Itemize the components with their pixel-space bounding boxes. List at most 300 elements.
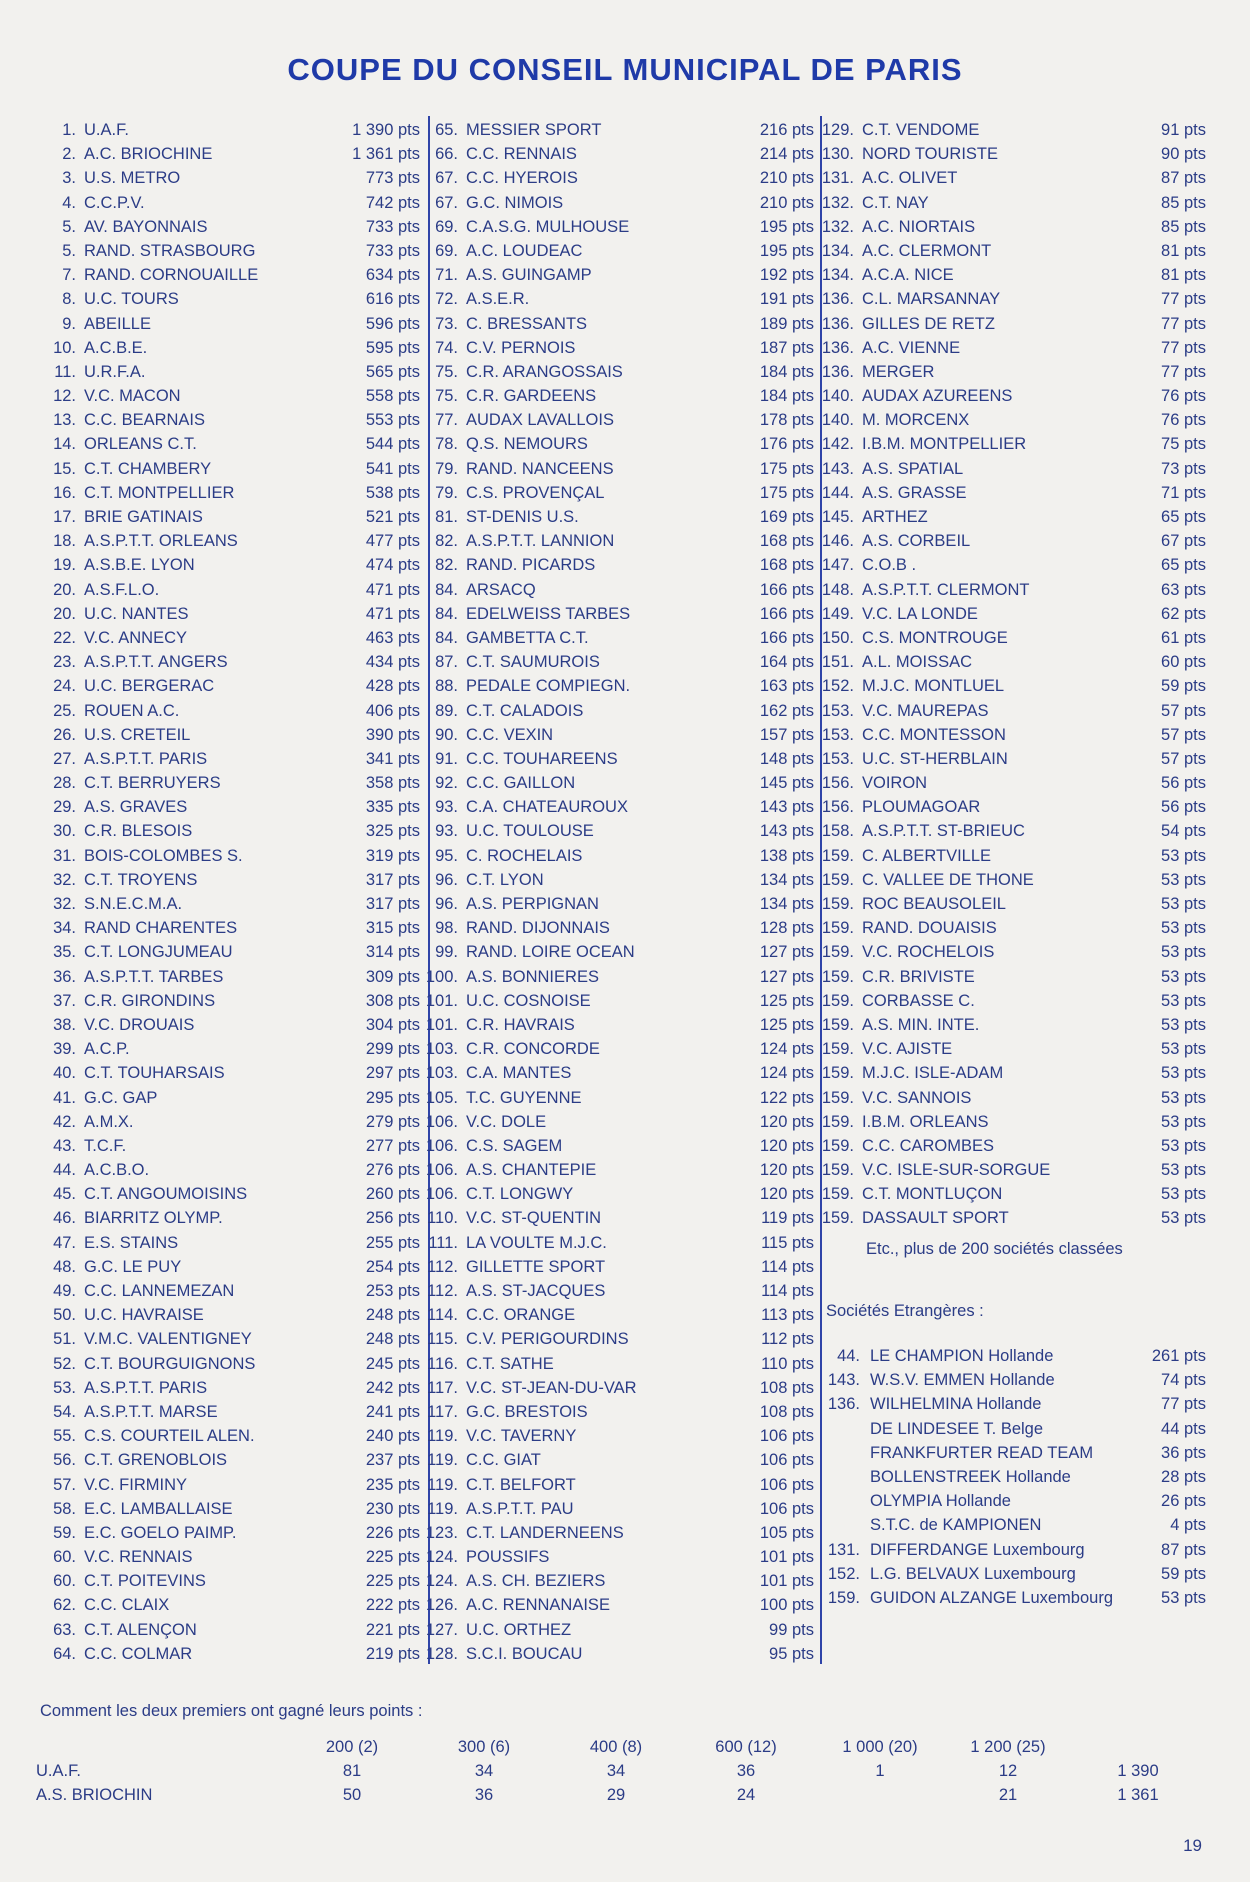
club-name: C.T. MONTLUÇON: [862, 1185, 1003, 1204]
rank: 84.: [435, 580, 458, 599]
club-name: C.A.S.G. MULHOUSE: [466, 217, 630, 236]
points: 295 pts: [365, 1088, 420, 1107]
ranking-row: [418, 1206, 814, 1230]
club-name: S.N.E.C.M.A.: [84, 895, 183, 913]
points: 565 pts: [365, 362, 420, 381]
points: 477 pts: [365, 532, 420, 551]
rank: 34.: [53, 919, 76, 938]
ranking-row: [36, 1061, 420, 1085]
rank: 30.: [53, 822, 76, 841]
club-name: G.C. GAP: [84, 1088, 158, 1107]
points: 128 pts: [759, 919, 814, 938]
rank: 78.: [435, 435, 458, 454]
club-name: G.C. BRESTOIS: [466, 1402, 588, 1421]
rank: 9.: [62, 314, 76, 333]
ranking-row: [36, 1182, 420, 1206]
club-name: U.C. ORTHEZ: [466, 1620, 572, 1639]
rank: 111.: [428, 1233, 458, 1252]
rank: 18.: [53, 532, 76, 551]
ranking-row: [814, 795, 1206, 819]
ranking-row: [36, 1303, 420, 1327]
rank: 17.: [53, 508, 76, 526]
rank: 84.: [435, 628, 458, 647]
points: 166 pts: [759, 604, 814, 623]
ranking-row: [814, 1182, 1206, 1206]
club-name: C.T. BELFORT: [466, 1475, 576, 1494]
points: 235 pts: [365, 1475, 420, 1494]
foreign-row: [826, 1417, 1206, 1441]
rank: 29.: [53, 798, 76, 817]
club-name: C.C. CLAIX: [84, 1596, 170, 1615]
rank: 159.: [821, 846, 854, 865]
ranking-row: [814, 940, 1206, 964]
rank: 152.: [821, 677, 854, 696]
ranking-row: [814, 166, 1206, 190]
rank: 82.: [435, 532, 458, 551]
points: 1 361 pts: [352, 145, 420, 164]
club-name: A.C. RENNANAISE: [466, 1596, 610, 1615]
rank: 75.: [435, 387, 458, 406]
club-name: V.C. MACON: [84, 387, 181, 406]
rank: 146.: [821, 532, 854, 551]
ranking-row: [814, 819, 1206, 843]
points: 59 pts: [1161, 677, 1206, 696]
ranking-row: [814, 263, 1206, 287]
ranking-row: [814, 312, 1206, 336]
club-name: C.T. GRENOBLOIS: [84, 1451, 228, 1470]
points: 191 pts: [759, 290, 814, 309]
rank: 159.: [827, 1588, 860, 1607]
points: 91 pts: [1161, 121, 1206, 139]
breakdown-value: 24: [736, 1786, 756, 1804]
foreign-row: [826, 1344, 1206, 1368]
club-name: C.C. LANNEMEZAN: [84, 1282, 235, 1300]
club-name: NORD TOURISTE: [862, 145, 998, 164]
rank: 98.: [435, 919, 458, 938]
club-name: C.T. LONGJUMEAU: [84, 943, 233, 962]
rank: 128.: [425, 1644, 458, 1663]
ranking-row: [36, 1279, 420, 1303]
points: 230 pts: [365, 1499, 420, 1518]
ranking-row: [36, 553, 420, 577]
ranking-column-3: [814, 118, 1206, 1231]
ranking-row: [36, 166, 420, 190]
ranking-row: [36, 529, 420, 553]
rank: 58.: [53, 1499, 76, 1518]
ranking-row: [418, 1061, 814, 1085]
club-name: I.B.M. ORLEANS: [862, 1112, 989, 1131]
rank: 159.: [821, 1161, 854, 1180]
club-name: E.C. LAMBALLAISE: [84, 1499, 233, 1518]
breakdown-value: 50: [342, 1786, 362, 1804]
club-name: MESSIER SPORT: [466, 121, 602, 139]
rank: 152.: [827, 1564, 860, 1583]
points: 87 pts: [1161, 169, 1206, 188]
ranking-row: [418, 1134, 814, 1158]
points: 106 pts: [759, 1451, 814, 1470]
club-name: C.S. SAGEM: [466, 1136, 563, 1155]
rank: 136.: [827, 1395, 860, 1414]
points: 143 pts: [759, 798, 814, 817]
rank: 44.: [53, 1161, 76, 1180]
club-name: BOLLENSTREEK Hollande: [870, 1467, 1071, 1486]
points: 63 pts: [1161, 580, 1206, 599]
ranking-row: [36, 457, 420, 481]
ranking-row: [418, 360, 814, 384]
ranking-row: [814, 868, 1206, 892]
rank: 132.: [821, 217, 854, 236]
ranking-row: [814, 602, 1206, 626]
rank: 159.: [821, 1112, 854, 1131]
rank: 45.: [53, 1185, 76, 1204]
rank: 32.: [53, 870, 76, 889]
ranking-row: [418, 287, 814, 311]
foreign-row: [826, 1513, 1206, 1537]
rank: 159.: [821, 991, 854, 1010]
rank: 40.: [53, 1064, 76, 1083]
club-name: BRIE GATINAIS: [84, 508, 203, 526]
points: 53 pts: [1161, 846, 1206, 865]
ranking-row: [814, 191, 1206, 215]
rank: 49.: [53, 1282, 76, 1300]
ranking-row: [814, 771, 1206, 795]
club-name: C.R. GIRONDINS: [84, 991, 216, 1010]
points: 4 pts: [1170, 1516, 1206, 1535]
rank: 62.: [53, 1596, 76, 1615]
club-name: V.C. ISLE-SUR-SORGUE: [862, 1161, 1051, 1180]
points: 341 pts: [365, 749, 420, 768]
points: 148 pts: [759, 749, 814, 768]
breakdown-value: 1: [875, 1762, 885, 1780]
club-name: V.C. ST-QUENTIN: [466, 1209, 602, 1228]
club-name: RAND. LOIRE OCEAN: [466, 943, 635, 962]
club-name: C.C.P.V.: [84, 193, 145, 212]
foreign-row: [826, 1465, 1206, 1489]
club-name: ARSACQ: [466, 580, 536, 599]
ranking-row: [814, 505, 1206, 529]
club-name: W.S.V. EMMEN Hollande: [870, 1371, 1055, 1390]
points: 210 pts: [759, 193, 814, 212]
ranking-row: [418, 892, 814, 916]
ranking-row: [814, 723, 1206, 747]
rank: 73.: [435, 314, 458, 333]
ranking-row: [814, 989, 1206, 1013]
breakdown-value: 34: [606, 1762, 626, 1780]
points: 221 pts: [365, 1620, 420, 1639]
club-name: G.C. NIMOIS: [466, 193, 564, 212]
rank: 112.: [427, 1282, 458, 1300]
foreign-clubs-list: [826, 1344, 1206, 1610]
rank: 132.: [821, 193, 854, 212]
foreign-row: [826, 1392, 1206, 1416]
points: 245 pts: [365, 1354, 420, 1373]
club-name: V.C. FIRMINY: [84, 1475, 187, 1494]
rank: 159.: [821, 895, 854, 913]
points: 175 pts: [759, 483, 814, 502]
ranking-row: [36, 1618, 420, 1642]
points: 106 pts: [759, 1475, 814, 1494]
ranking-row: [418, 650, 814, 674]
club-name: RAND. NANCEENS: [466, 459, 614, 478]
ranking-row: [36, 384, 420, 408]
points: 53 pts: [1161, 1588, 1206, 1607]
rank: 51.: [53, 1330, 76, 1349]
breakdown-value: 34: [474, 1762, 494, 1780]
points: 53 pts: [1161, 967, 1206, 986]
club-name: U.C. HAVRAISE: [84, 1306, 204, 1325]
points: 317 pts: [365, 895, 420, 913]
club-name: C.T. BOURGUIGNONS: [84, 1354, 256, 1373]
rank: 103.: [425, 1040, 458, 1059]
rank: 117.: [427, 1378, 458, 1397]
ranking-row: [36, 747, 420, 771]
rank: 106.: [425, 1136, 458, 1155]
points: 56 pts: [1161, 774, 1206, 793]
rank: 91.: [435, 749, 458, 768]
club-name: POUSSIFS: [466, 1548, 550, 1567]
club-name: U.C. BERGERAC: [84, 677, 215, 696]
points: 77 pts: [1161, 338, 1206, 357]
breakdown-table: [0, 1738, 1250, 1818]
rank: 96.: [435, 895, 458, 913]
club-name: ROC BEAUSOLEIL: [862, 895, 1006, 913]
ranking-row: [36, 819, 420, 843]
club-name: OLYMPIA Hollande: [870, 1492, 1011, 1511]
ranking-row: [36, 505, 420, 529]
rank: 20.: [53, 580, 76, 599]
rank: 110.: [427, 1209, 458, 1228]
points: 57 pts: [1161, 749, 1206, 768]
points: 279 pts: [365, 1112, 420, 1131]
club-name: C.S. MONTROUGE: [862, 628, 1008, 647]
club-name: A.C.A. NICE: [862, 266, 954, 285]
ranking-row: [814, 1061, 1206, 1085]
ranking-row: [36, 868, 420, 892]
ranking-row: [418, 1086, 814, 1110]
club-name: GAMBETTA C.T.: [466, 628, 589, 647]
points: 76 pts: [1161, 387, 1206, 406]
rank: 124.: [425, 1572, 458, 1591]
points: 166 pts: [759, 580, 814, 599]
ranking-row: [36, 1255, 420, 1279]
points: 309 pts: [365, 967, 420, 986]
ranking-row: [418, 336, 814, 360]
rank: 149.: [821, 604, 854, 623]
rank: 79.: [435, 483, 458, 502]
club-name: C.T. LANDERNEENS: [466, 1523, 624, 1542]
rank: 156.: [821, 798, 854, 817]
ranking-row: [36, 626, 420, 650]
club-name: A.C. OLIVET: [862, 169, 958, 188]
points: 335 pts: [365, 798, 420, 817]
ranking-row: [814, 336, 1206, 360]
points: 216 pts: [759, 121, 814, 139]
ranking-row: [36, 287, 420, 311]
points: 733 pts: [365, 241, 420, 260]
club-name: C.T. TROYENS: [84, 870, 198, 889]
foreign-row: [826, 1586, 1206, 1610]
points: 120 pts: [759, 1161, 814, 1180]
points: 65 pts: [1161, 508, 1206, 526]
rank: 84.: [435, 604, 458, 623]
points: 162 pts: [759, 701, 814, 720]
points: 62 pts: [1161, 604, 1206, 623]
rank: 101.: [425, 1015, 458, 1034]
breakdown-header: 400 (8): [589, 1738, 643, 1756]
rank: 31.: [53, 846, 76, 865]
ranking-row: [814, 965, 1206, 989]
ranking-column-1: [36, 118, 420, 1666]
points: 214 pts: [759, 145, 814, 164]
rank: 67.: [435, 169, 458, 188]
points: 114 pts: [761, 1282, 814, 1300]
ranking-row: [418, 505, 814, 529]
points: 164 pts: [759, 653, 814, 672]
rank: 136.: [821, 362, 854, 381]
club-name: CORBASSE C.: [862, 991, 975, 1010]
ranking-row: [418, 1642, 814, 1666]
points: 120 pts: [759, 1112, 814, 1131]
points: 471 pts: [365, 580, 420, 599]
club-name: C.A. CHATEAUROUX: [466, 798, 628, 817]
rank: 25.: [53, 701, 76, 720]
club-name: C.C. GAILLON: [466, 774, 576, 793]
rank: 123.: [425, 1523, 458, 1542]
club-name: V.C. DROUAIS: [84, 1015, 195, 1034]
points: 85 pts: [1161, 193, 1206, 212]
club-name: S.C.I. BOUCAU: [466, 1644, 583, 1663]
club-name: S.T.C. de KAMPIONEN: [870, 1516, 1042, 1535]
ranking-row: [418, 844, 814, 868]
club-name: A.S. CORBEIL: [862, 532, 971, 551]
ranking-row: [36, 336, 420, 360]
points: 114 pts: [761, 1257, 814, 1276]
ranking-row: [36, 650, 420, 674]
ranking-row: [418, 118, 814, 142]
foreign-row: [826, 1368, 1206, 1392]
ranking-row: [36, 1086, 420, 1110]
club-name: ST-DENIS U.S.: [466, 508, 579, 526]
rank: 39.: [53, 1040, 76, 1059]
points: 56 pts: [1161, 798, 1206, 817]
club-name: C.T. VENDOME: [862, 121, 980, 139]
points: 125 pts: [759, 991, 814, 1010]
club-name: C.T. BERRUYERS: [84, 774, 221, 793]
club-name: LA VOULTE M.J.C.: [466, 1233, 607, 1252]
club-name: C.C. BEARNAIS: [84, 411, 206, 430]
rank: 89.: [435, 701, 458, 720]
club-name: RAND. DOUAISIS: [862, 919, 997, 938]
ranking-row: [36, 481, 420, 505]
rank: 5.: [62, 241, 76, 260]
club-name: EDELWEISS TARBES: [466, 604, 631, 623]
points: 81 pts: [1161, 266, 1206, 285]
rank: 81.: [435, 508, 458, 526]
rank: 47.: [53, 1233, 76, 1252]
club-name: A.S.P.T.T. LANNION: [466, 532, 615, 551]
ranking-row: [418, 795, 814, 819]
rank: 112.: [427, 1257, 458, 1276]
ranking-row: [814, 553, 1206, 577]
points: 119 pts: [761, 1209, 814, 1228]
points: 61 pts: [1161, 628, 1206, 647]
ranking-row: [814, 118, 1206, 142]
ranking-row: [418, 1255, 814, 1279]
ranking-row: [418, 1110, 814, 1134]
club-name: LE CHAMPION Hollande: [870, 1347, 1054, 1365]
ranking-row: [418, 263, 814, 287]
ranking-row: [36, 892, 420, 916]
ranking-row: [418, 432, 814, 456]
rank: 2.: [62, 145, 76, 164]
rank: 19.: [53, 556, 76, 575]
rank: 74.: [435, 338, 458, 357]
ranking-row: [418, 1593, 814, 1617]
breakdown-label: U.A.F.: [36, 1762, 81, 1780]
club-name: C.R. GARDEENS: [466, 387, 597, 406]
ranking-row: [36, 1497, 420, 1521]
ranking-row: [814, 360, 1206, 384]
rank: 90.: [435, 725, 458, 744]
ranking-row: [418, 1037, 814, 1061]
breakdown-value: 21: [998, 1786, 1018, 1804]
club-name: U.C. TOURS: [84, 290, 179, 309]
ranking-row: [418, 940, 814, 964]
points: 108 pts: [759, 1378, 814, 1397]
page-title: COUPE DU CONSEIL MUNICIPAL DE PARIS: [287, 52, 963, 87]
club-name: C.T. ALENÇON: [84, 1620, 197, 1639]
points: 53 pts: [1161, 1209, 1206, 1228]
rank: 143.: [827, 1371, 860, 1390]
rank: 144.: [821, 483, 854, 502]
points: 73 pts: [1161, 459, 1206, 478]
points: 53 pts: [1161, 943, 1206, 962]
rank: 115.: [427, 1330, 458, 1349]
rank: 150.: [821, 628, 854, 647]
rank: 159.: [821, 1185, 854, 1204]
rank: 24.: [53, 677, 76, 696]
club-name: A.C. CLERMONT: [862, 241, 992, 260]
club-name: L.G. BELVAUX Luxembourg: [870, 1564, 1076, 1583]
club-name: A.S. CHANTEPIE: [466, 1161, 597, 1180]
rank: 42.: [53, 1112, 76, 1131]
rank: 23.: [53, 653, 76, 672]
rank: 134.: [821, 241, 854, 260]
ranking-row: [418, 771, 814, 795]
ranking-row: [418, 142, 814, 166]
rank: 156.: [821, 774, 854, 793]
rank: 136.: [821, 338, 854, 357]
points: 120 pts: [759, 1185, 814, 1204]
ranking-row: [36, 360, 420, 384]
rank: 87.: [435, 653, 458, 672]
breakdown-value: 36: [474, 1786, 494, 1804]
rank: 159.: [821, 1136, 854, 1155]
club-name: C.C. TOUHAREENS: [466, 749, 618, 768]
club-name: A.S.F.L.O.: [84, 580, 160, 599]
points: 242 pts: [365, 1378, 420, 1397]
ranking-row: [814, 844, 1206, 868]
rank: 26.: [53, 725, 76, 744]
rank: 153.: [821, 725, 854, 744]
club-name: A.S.P.T.T. ST-BRIEUC: [862, 822, 1025, 841]
club-name: A.C. BRIOCHINE: [84, 145, 213, 164]
points: 105 pts: [759, 1523, 814, 1542]
ranking-row: [36, 1545, 420, 1569]
ranking-row: [418, 312, 814, 336]
points: 53 pts: [1161, 991, 1206, 1010]
points: 157 pts: [759, 725, 814, 744]
